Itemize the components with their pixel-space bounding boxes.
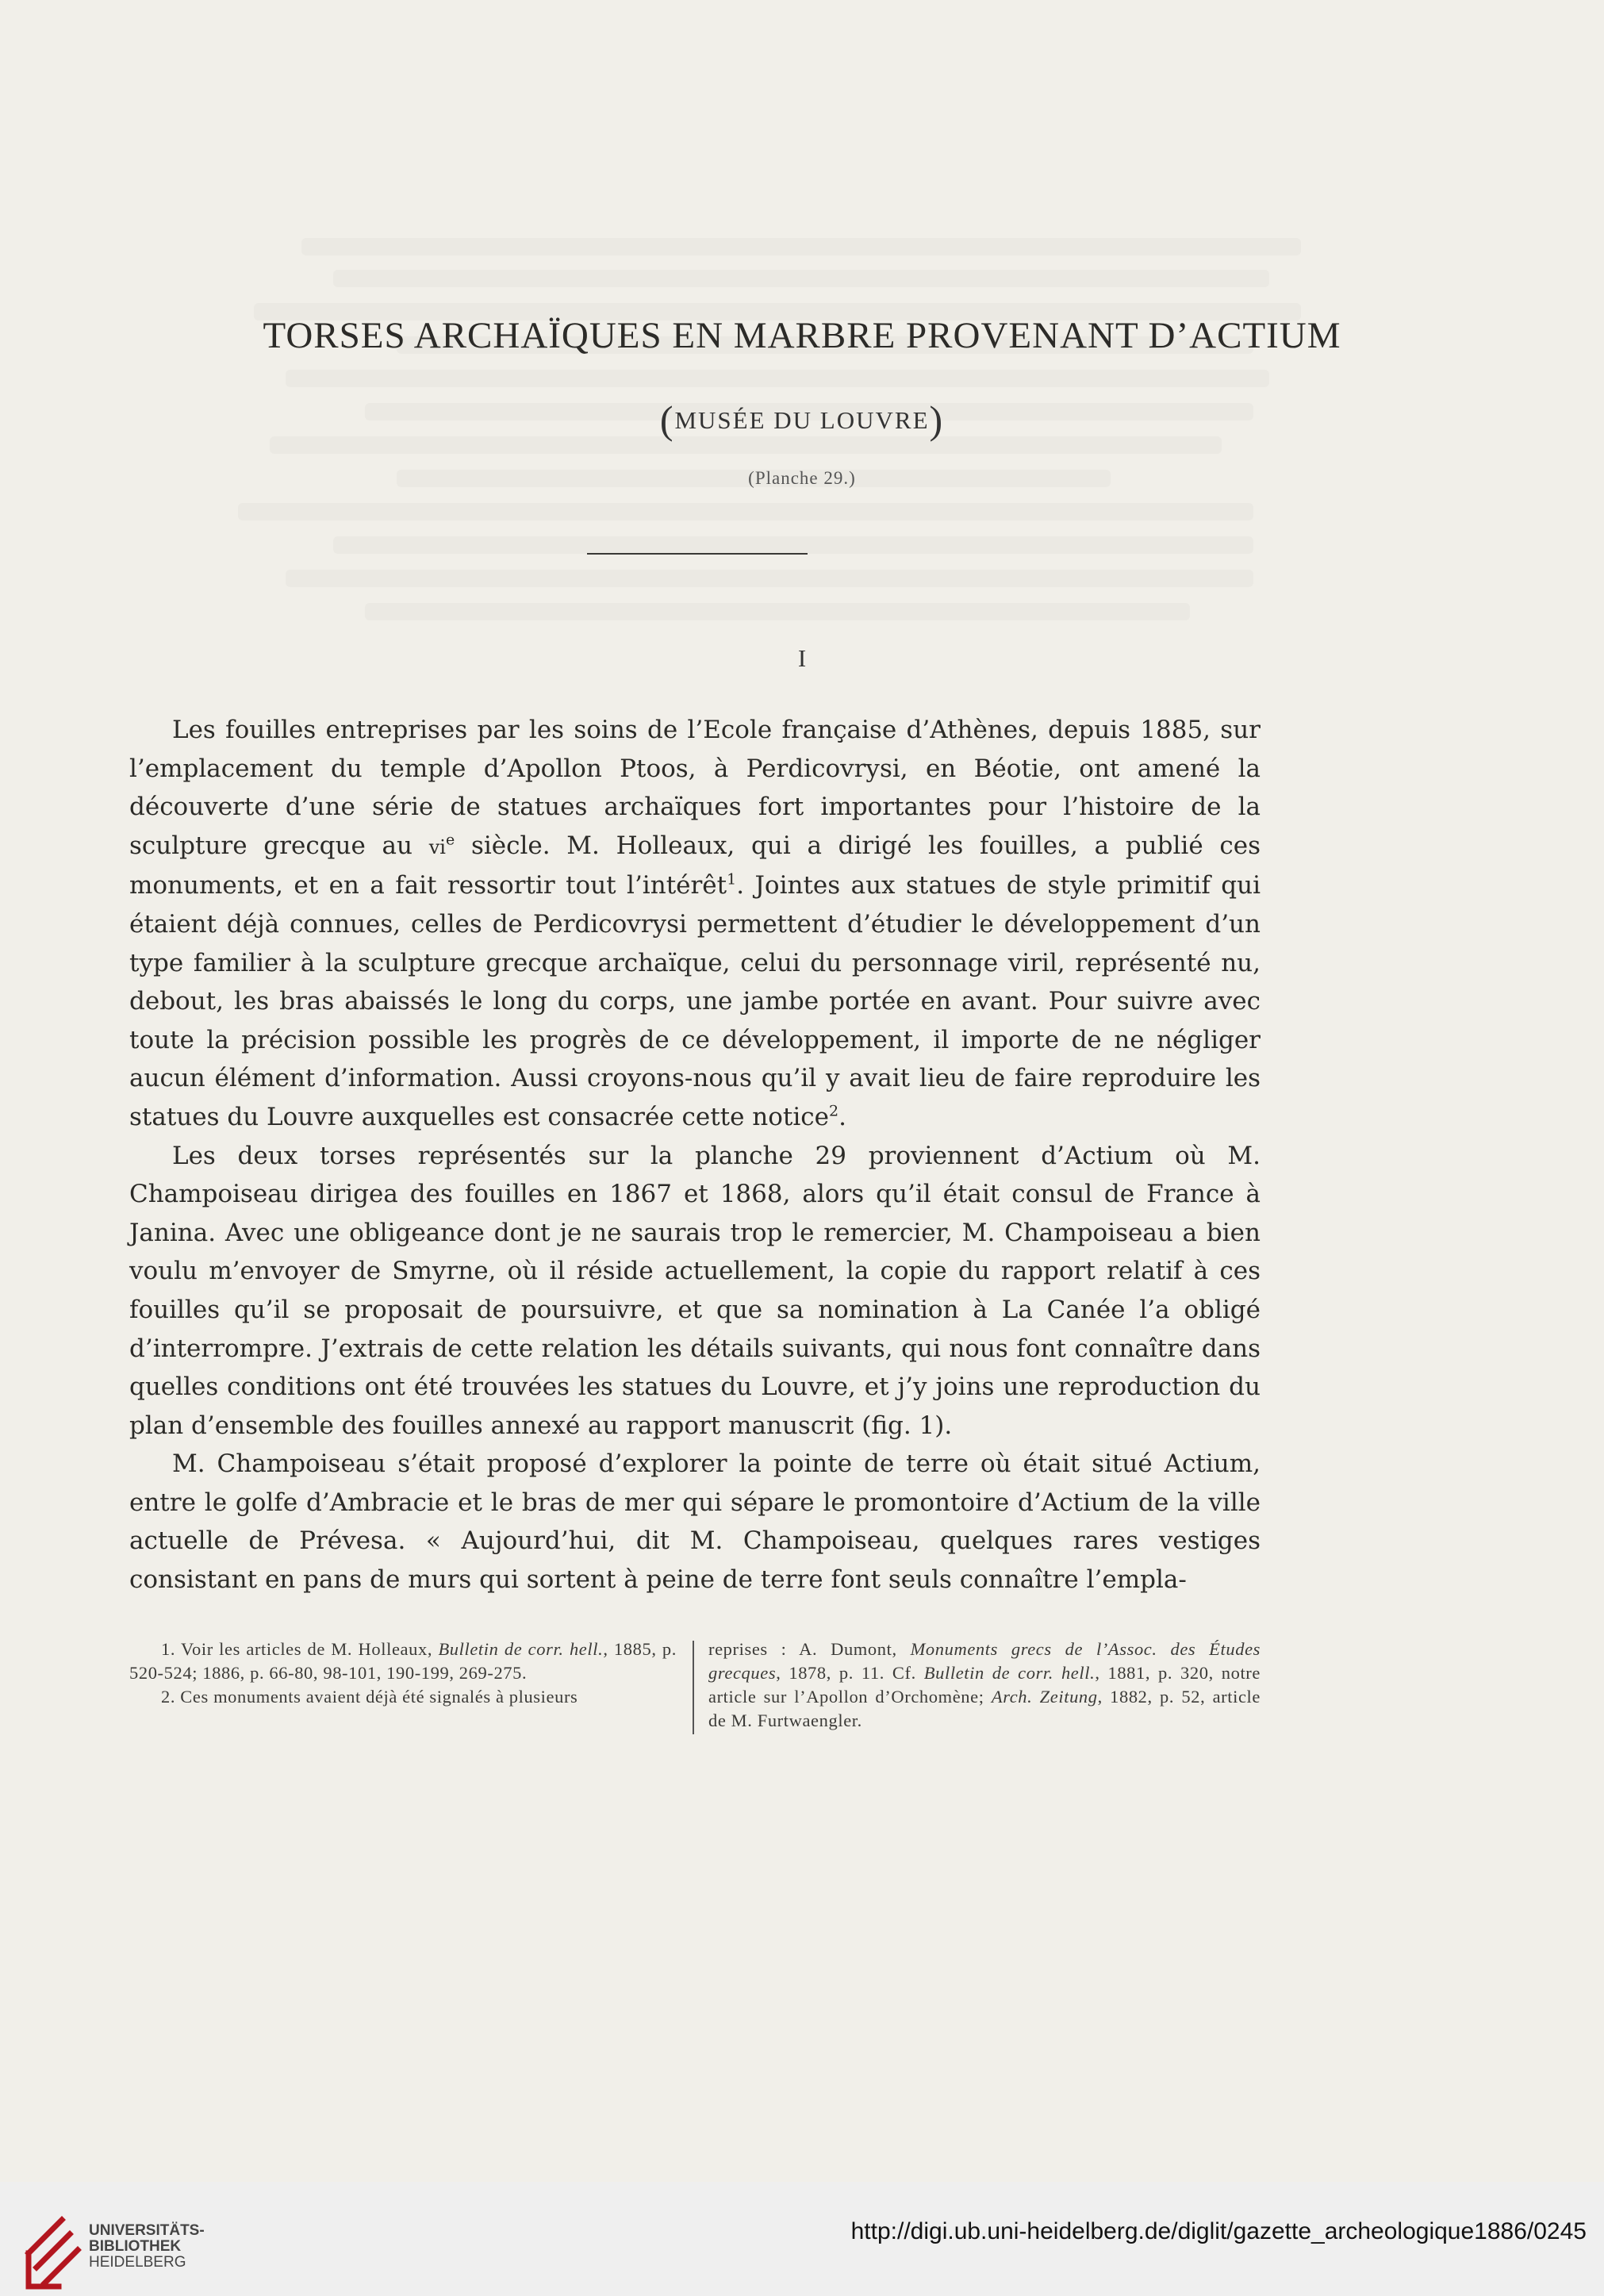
paragraph-2: Les deux torses représentés sur la planche 29 proviennent d’Actium où M. Champoiseau dirigea des fouilles en 1867 et 1868, alors qu’il était consul de France à Janina. Avec une obligeance dont je ne saurais trop le remercier, M. Champoiseau a bien voulu m’envoyer de Smyrne, où il réside actuellement, la copie du rapport relatif à ces fouilles qu’il se proposait de poursuivre, et que sa nomination à La Canée l’a obligé d’interrompre. J’extrais de cette relation les détails suivants, qui nous font connaître dans quelles conditions ont été trouvées les statues du Louvre, et j’y joins une reproduction du plan d’ensemble des fouilles annexé au rapport manuscrit (fig. 1). xyxy=(129,1141,1261,1440)
show-through-line xyxy=(286,570,1253,587)
paragraph-3: M. Champoiseau s’était proposé d’explorer la pointe de terre où était situé Actium, entre le golfe d’Ambracie et le bras de mer qui sépare le promontoire d’Actium de la ville actuelle de Prévesa. « Aujourd’hui, dit M. Champoiseau, quelques rares vestiges consistant en pans de murs qui sortent à peine de terre font seuls connaître l’empla- xyxy=(129,1449,1261,1595)
article-title: TORSES ARCHAÏQUES EN MARBRE PROVENANT D’ACTIUM xyxy=(263,315,1341,356)
subtitle-text: MUSÉE DU LOUVRE xyxy=(674,406,930,434)
footnote-2: 2. Ces monuments avaient déjà été signalés à plusieurs xyxy=(161,1687,578,1707)
library-name: UNIVERSITÄTS- BIBLIOTHEK HEIDELBERG xyxy=(89,2222,205,2271)
show-through-line xyxy=(333,270,1269,287)
plate-reference: (Planche 29.) xyxy=(748,468,856,488)
footnotes-right-column xyxy=(708,1638,1261,1733)
paragraph-1: Les fouilles entreprises par les soins de l’Ecole française d’Athènes, depuis 1885, sur l’emplacement du temple d’Apollon Ptoos, à Perdicovrysi, en Béotie, ont amené la découverte d’une série de statues archaïques fort importantes pour l’histoire de la sculpture grecque au $vi^e$ siècle. M. Holleaux, qui a dirigé les fouilles, a publié ces monuments, et en a fait ressortir tout l’intérêt$^1$. Jointes aux statues de style primitif qui étaient déjà connues, celles de Perdicovrysi permettent d’étudier le développement d’un type familier à la sculpture grecque archaïque, celui du personnage viril, représenté nu, debout, les bras abaissés le long du corps, une jambe portée en avant. Pour suivre avec toute la précision possible les progrès de ce développement, il importe de ne négliger aucun élément d’information. Aussi croyons-nous qu’il y avait lieu de faire reproduire les statues du Louvre auxquelles est consacrée cette notice$^2$. xyxy=(129,716,1261,1131)
article-subtitle xyxy=(0,397,1604,443)
show-through-line xyxy=(238,503,1253,520)
show-through-line xyxy=(286,370,1269,387)
show-through-line xyxy=(333,536,1253,554)
footnotes-left-column xyxy=(129,1638,677,1709)
permalink-url[interactable]: http://digi.ub.uni-heidelberg.de/diglit/gazette_archeologique1886/0245 xyxy=(850,2218,1587,2244)
open-paren-glyph: ( xyxy=(659,397,675,442)
viewer-footer xyxy=(0,2182,1604,2296)
title-rule xyxy=(587,553,808,555)
footnote-2-continued: reprises : A. Dumont, Monuments grecs de l’Assoc. des Études grecques, 1878, p. 11. Cf. Bulletin de corr. hell., 1881, p. 320, notre article sur l’Apollon d’Orchomène; Arch. Zeitung, 1882, p. 52, article de M. Furtwaengler. xyxy=(708,1639,1261,1730)
close-paren-glyph: ) xyxy=(929,397,945,442)
century-numeral: vi xyxy=(428,835,446,858)
show-through-line xyxy=(365,603,1190,620)
footnote-ref-1[interactable]: 1 xyxy=(727,871,737,889)
footnote-ref-2[interactable]: 2 xyxy=(829,1102,839,1120)
show-through-line xyxy=(301,238,1301,255)
footnote-divider xyxy=(693,1641,694,1734)
body-text xyxy=(129,711,1261,1599)
section-numeral: I xyxy=(797,644,807,672)
century-sup: e xyxy=(445,831,455,849)
footnote-1: 1. Voir les articles de M. Holleaux, Bulletin de corr. hell., 1885, p. 520-524; 1886, p. 66-80, 98-101, 190-199, 269-275. xyxy=(129,1639,677,1683)
